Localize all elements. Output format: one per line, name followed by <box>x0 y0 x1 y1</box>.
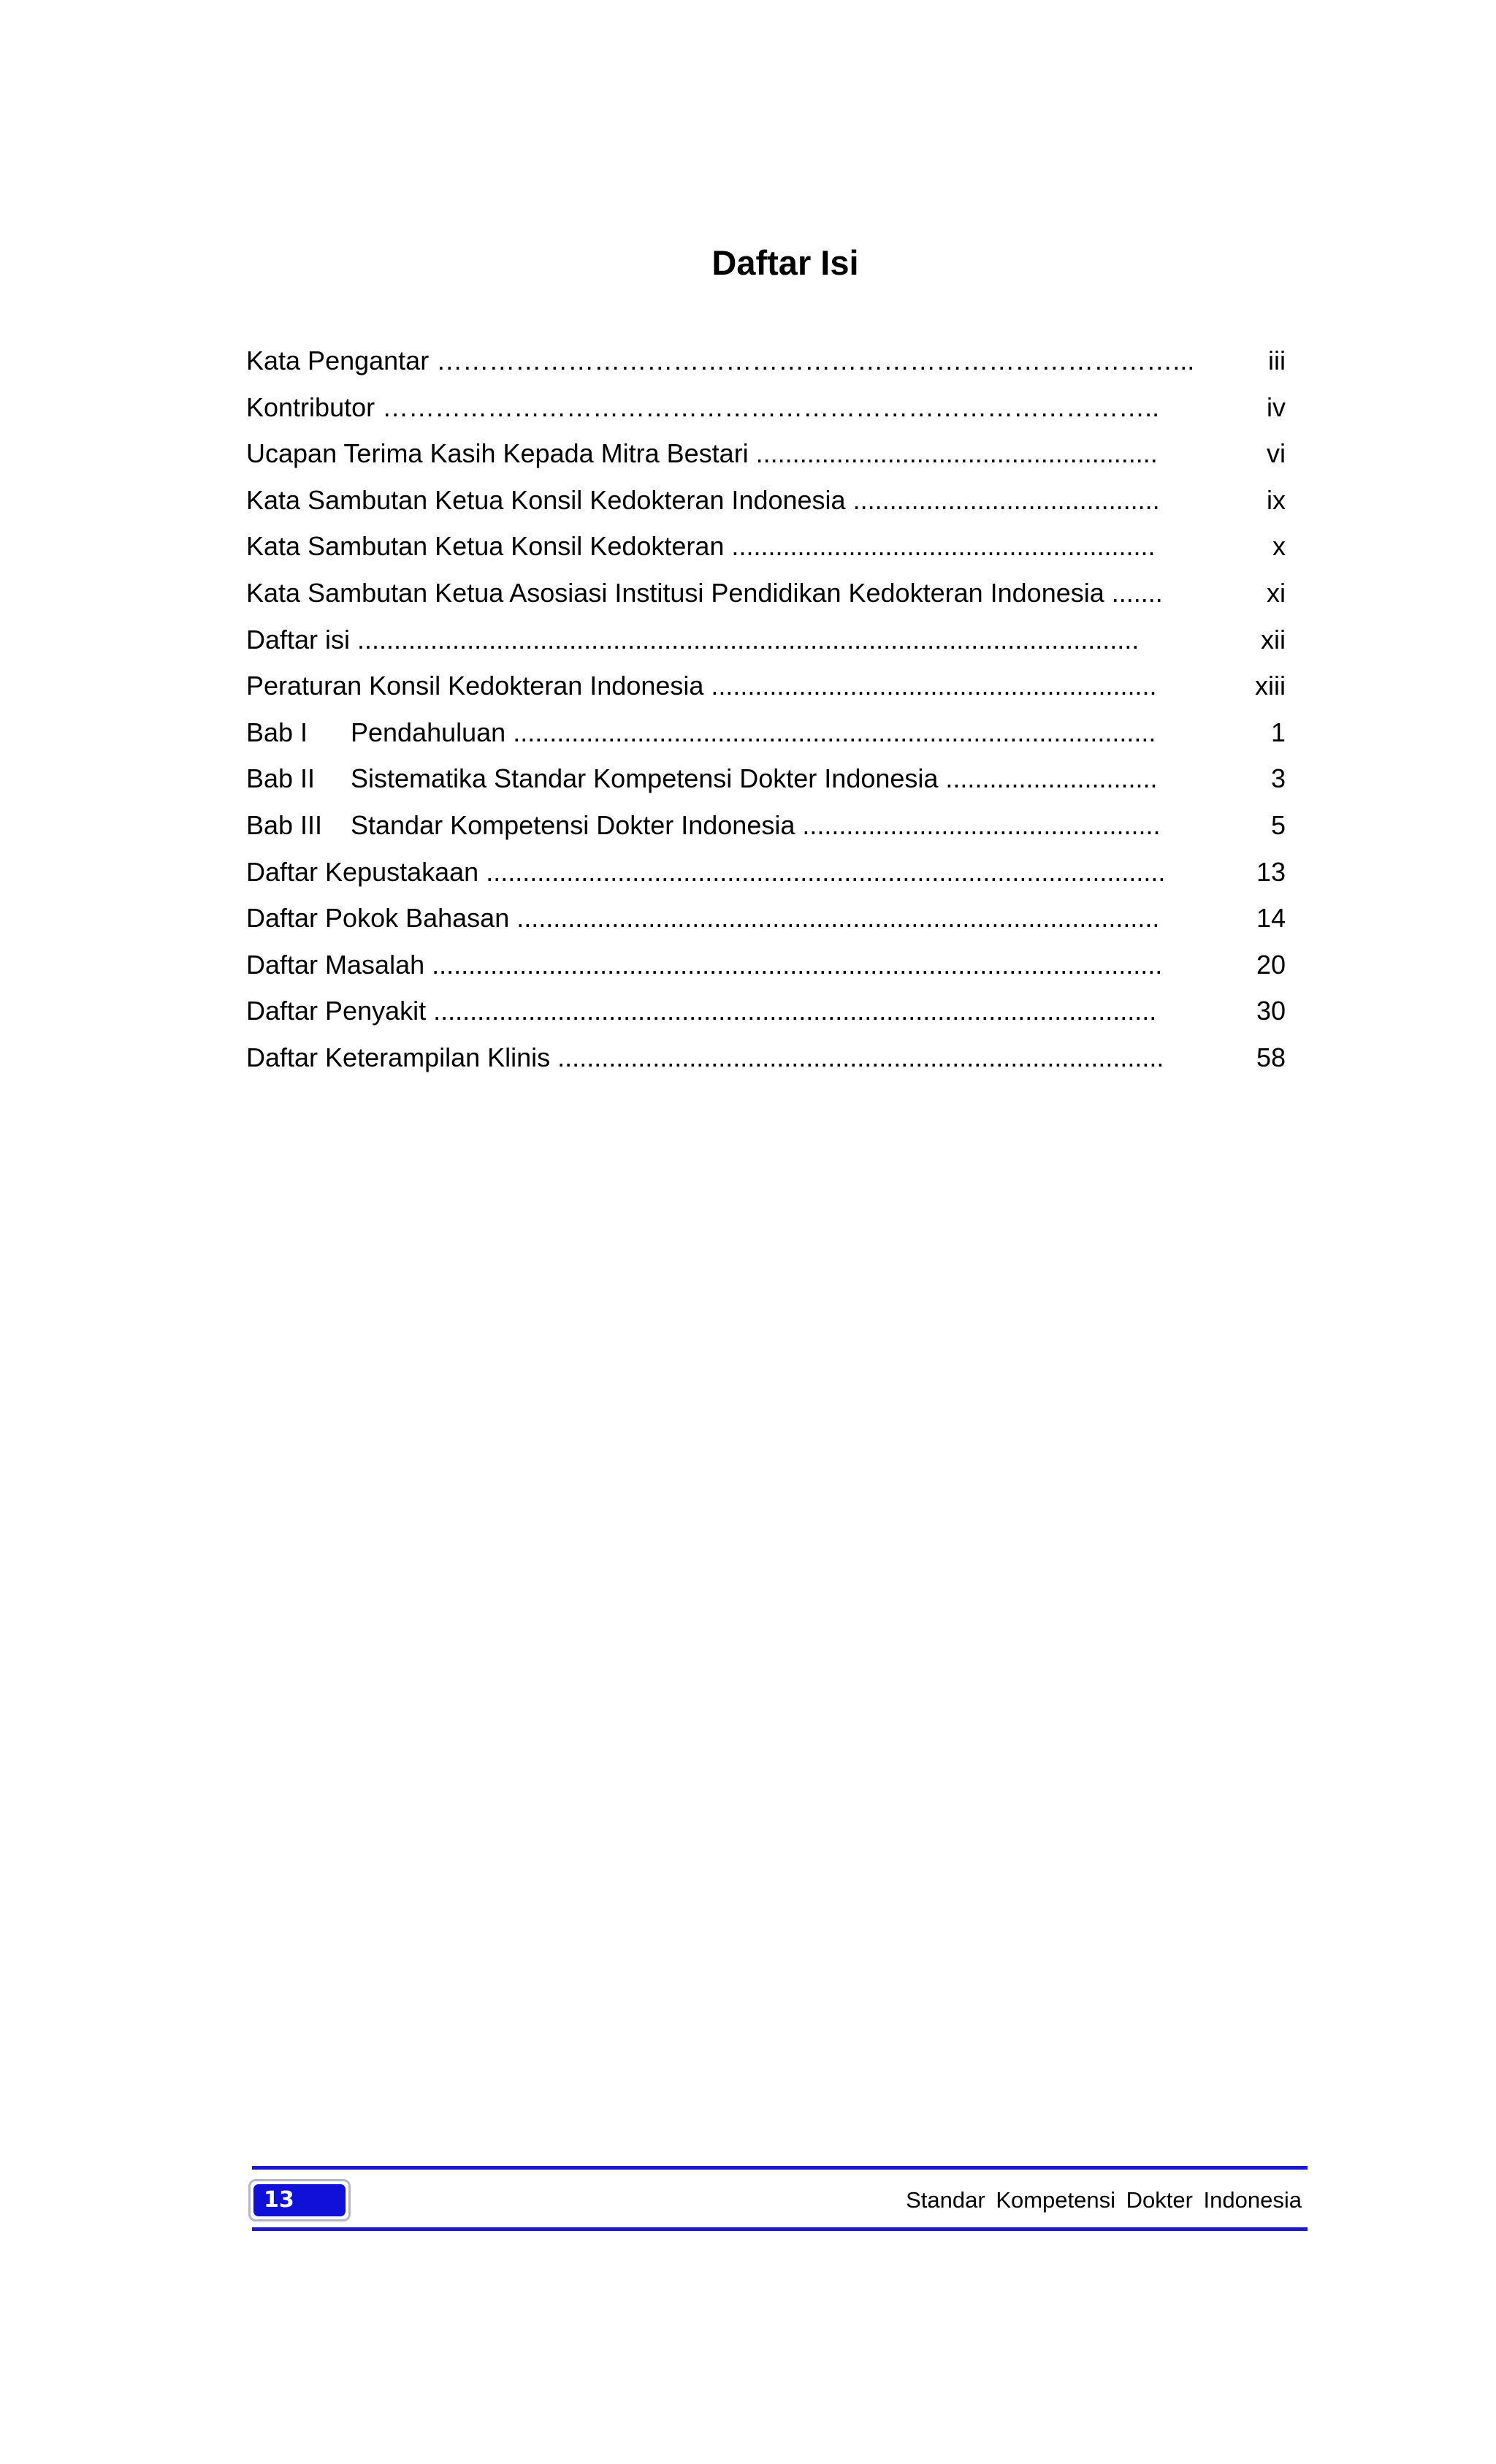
toc-page-number: 20 <box>1256 949 1286 980</box>
toc-entry-text <box>246 617 1139 663</box>
toc-entry[interactable] <box>246 384 1286 431</box>
toc-entry[interactable] <box>246 617 1286 663</box>
toc-entry-text <box>246 849 1165 896</box>
toc-page-number: 58 <box>1256 1042 1286 1072</box>
toc-entry-title: Standar Kompetensi Dokter Indonesia ................................................. <box>351 809 1161 840</box>
toc-entry-title: Daftar Masalah .................................................................................................... <box>246 949 1163 980</box>
toc-entry-text <box>246 709 1156 756</box>
toc-entry-title: Kata Sambutan Ketua Konsil Kedokteran Indonesia .......................................... <box>246 484 1160 515</box>
toc-page-number: iii <box>1268 346 1286 375</box>
toc-entry-text <box>246 477 1160 524</box>
toc-page-number: ix <box>1267 484 1286 515</box>
toc-page-number: 1 <box>1270 717 1286 747</box>
toc-entry[interactable] <box>246 663 1286 709</box>
toc-entry[interactable] <box>246 709 1286 756</box>
page-number-badge <box>248 2179 351 2221</box>
toc-entry-title: Peraturan Konsil Kedokteran Indonesia ............................................................. <box>246 671 1157 701</box>
toc-page-number: iv <box>1267 392 1286 422</box>
toc-entry-text <box>246 337 1194 384</box>
table-of-contents <box>246 337 1286 1081</box>
toc-entry[interactable] <box>246 755 1286 802</box>
toc-chapter-label: Bab I <box>246 717 308 747</box>
toc-entry[interactable] <box>246 895 1286 942</box>
toc-chapter-label: Bab III <box>246 809 323 840</box>
toc-entry-text <box>246 895 1159 942</box>
toc-entry-text <box>246 988 1156 1034</box>
toc-entry[interactable] <box>246 942 1286 988</box>
toc-page-number: xii <box>1261 624 1286 655</box>
toc-entry-text <box>246 570 1163 617</box>
toc-entry[interactable] <box>246 1034 1286 1081</box>
toc-entry-text <box>246 942 1162 988</box>
toc-entry-title: Daftar Keterampilan Klinis ................................................................................... <box>246 1042 1164 1072</box>
toc-entry-title: Ucapan Terima Kasih Kepada Mitra Bestari ....................................................... <box>246 438 1158 469</box>
toc-entry-text <box>246 802 1160 849</box>
toc-entry-title: Daftar Kepustakaan ............................................................................................. <box>246 856 1166 887</box>
footer-book-title: Standar Kompetensi Dokter Indonesia <box>906 2187 1302 2213</box>
toc-entry-text <box>246 1034 1164 1081</box>
toc-entry[interactable] <box>246 802 1286 849</box>
toc-entry-title: Sistematika Standar Kompetensi Dokter Indonesia ............................. <box>351 763 1158 794</box>
toc-page-number: 3 <box>1270 763 1286 794</box>
toc-entry[interactable] <box>246 988 1286 1034</box>
toc-entry[interactable] <box>246 849 1286 896</box>
toc-entry-title: Daftar Penyakit ................................................................................................... <box>246 996 1157 1026</box>
footer-rule-bottom <box>252 2227 1308 2231</box>
footer-rule-top <box>252 2166 1308 2170</box>
toc-entry[interactable] <box>246 477 1286 524</box>
toc-entry-text <box>246 384 1159 431</box>
toc-entry-text <box>246 430 1158 477</box>
toc-entry-title: Pendahuluan ........................................................................................ <box>351 717 1156 747</box>
toc-entry[interactable] <box>246 337 1286 384</box>
toc-entry[interactable] <box>246 570 1286 617</box>
toc-page-number: xi <box>1267 577 1286 608</box>
toc-entry[interactable] <box>246 523 1286 570</box>
toc-page-number: 30 <box>1256 996 1286 1026</box>
toc-entry-title: Kata Sambutan Ketua Asosiasi Institusi Pendidikan Kedokteran Indonesia ....... <box>246 577 1163 608</box>
toc-entry-title: Daftar Pokok Bahasan ........................................................................................ <box>246 903 1160 934</box>
toc-chapter-label: Bab II <box>246 763 316 794</box>
toc-entry-title: Kontributor …………………………………………………………………………….. <box>246 392 1160 422</box>
page-number: 13 <box>253 2184 346 2216</box>
toc-entry-text <box>246 523 1156 570</box>
toc-page-number: xiii <box>1255 671 1286 701</box>
toc-page-number: 14 <box>1256 903 1286 934</box>
toc-entry-text <box>246 755 1158 802</box>
toc-page-number: x <box>1272 531 1286 562</box>
toc-page-number: 13 <box>1256 856 1286 887</box>
toc-page-number: 5 <box>1270 809 1286 840</box>
toc-entry-title: Daftar isi ........................................................................................................... <box>246 624 1140 655</box>
toc-page-number: vi <box>1267 438 1286 469</box>
page-title: Daftar Isi <box>711 243 859 282</box>
toc-entry-title: Kata Pengantar …………………………………………………………………………... <box>246 346 1195 375</box>
toc-entry-text <box>246 663 1157 709</box>
toc-entry[interactable] <box>246 430 1286 477</box>
toc-entry-title: Kata Sambutan Ketua Konsil Kedokteran .......................................................... <box>246 531 1156 562</box>
